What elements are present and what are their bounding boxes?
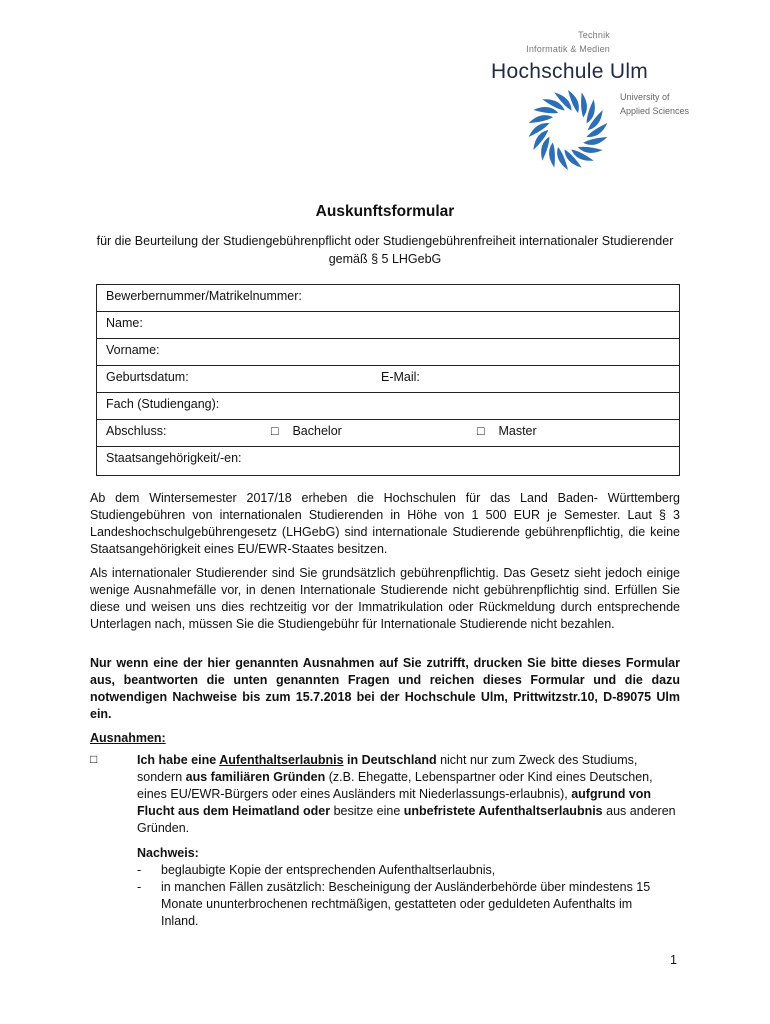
form-row-birth-date-email[interactable] (97, 366, 679, 393)
list-dash: - (137, 880, 142, 894)
exception-1-permanent-permit: unbefristete Aufenthaltserlaubnis (403, 804, 603, 818)
nationality-label: Staatsangehörigkeit/-en: (106, 451, 242, 465)
email-label: E-Mail: (381, 370, 420, 384)
form-row-nationality[interactable] (97, 447, 679, 475)
bachelor-label: Bachelor (292, 424, 342, 438)
birth-date-label: Geburtsdatum: (106, 370, 189, 384)
applicant-form-table (96, 284, 680, 476)
form-row-applicant-number[interactable] (97, 285, 679, 312)
intro-paragraph-fees: Ab dem Wintersemester 2017/18 erheben die Hochschulen für das Land Baden- Württemberg Studiengebühren von internationalen Studierenden in Höhe von 1 500 EUR je Semester. Laut § 3 Landeshochschulgebührengesetz (LHGebG) sind internationale Studierende gebührenpflichtig, die keine Staatsangehörigkeit eines EU/EWR-Staates besitzen. (90, 491, 680, 556)
proof-heading: Nachweis: (137, 846, 199, 860)
exception-1-part3: in Deutschland (343, 753, 437, 767)
exception-1-part8: besitze eine (330, 804, 404, 818)
form-row-first-name[interactable] (97, 339, 679, 366)
logo-university-of: University of (620, 92, 670, 102)
master-label: Master (498, 424, 537, 438)
page-title: Auskunftsformular (315, 203, 455, 220)
master-checkbox-icon: □ (477, 424, 485, 438)
form-row-name[interactable] (97, 312, 679, 339)
exception-1-part6: (z.B. Ehegatte, Lebenspartner oder Kind eines Deutschen, eines EU/EWR-Bürgers oder eines Ausländers mit Niederlassungs-erlaubnis), (137, 770, 653, 801)
exception-1-part1: Ich habe eine (137, 753, 220, 767)
bachelor-checkbox[interactable] (271, 424, 342, 438)
exception-1-part4: nicht nur zum Zweck des Studiums, sondern (137, 753, 638, 784)
master-checkbox[interactable] (477, 424, 537, 438)
degree-label: Abschluss: (106, 424, 167, 438)
list-dash: - (137, 863, 142, 877)
applicant-number-label: Bewerbernummer/Matrikelnummer: (106, 289, 302, 303)
form-row-degree (97, 420, 679, 447)
logo-swirl-blade (527, 122, 552, 137)
page-subtitle: für die Beurteilung der Studiengebührenpflicht oder Studiengebührenfreiheit internationaler Studierender gemäß § 5 LHGebG (96, 234, 674, 266)
name-label: Name: (106, 316, 143, 330)
proof-item-2: in manchen Fällen zusätzlich: Bescheinigung der Ausländerbehörde über mindestens 15 Monate ununterbrochenen rechtmäßigen, gestatteten oder geduldeten Aufenthalts im Inland. (161, 880, 651, 928)
logo-swirl-blade (557, 147, 568, 170)
first-name-label: Vorname: (106, 343, 160, 357)
logo-subline-informatik: Informatik & Medien (526, 44, 610, 54)
proof-item-1: beglaubigte Kopie der entsprechenden Aufenthaltserlaubnis, (161, 863, 496, 877)
form-row-subject[interactable] (97, 393, 679, 420)
logo-applied-sciences: Applied Sciences (620, 106, 690, 116)
exceptions-heading: Ausnahmen: (90, 731, 166, 745)
instruction-paragraph: Nur wenn eine der hier genannten Ausnahmen auf Sie zutrifft, drucken Sie bitte dieses Formular aus, beantworten die unten genannten Fragen und reichen dieses Formular und die dazu notwendigen Nachweise bis zum 15.7.2018 bei der Hochschule Ulm, Prittwitzstr.10, D-89075 Ulm ein. (90, 656, 680, 721)
logo-swirl-blade (568, 90, 579, 113)
bachelor-checkbox-icon: □ (271, 424, 279, 438)
intro-paragraph-exceptions: Als internationaler Studierender sind Sie grundsätzlich gebührenpflichtig. Das Gesetz sieht jedoch einige wenige Ausnahmefälle vor, in denen Internationale Studierende nicht gebührenpflichtig sind. Erfüllen Sie diese und weisen uns dies rechtzeitig vor der Immatrikulation oder Rückmeldung durch entsprechende Unterlagen nach, müssen Sie die Studiengebühr für Internationale Studierende nicht bezahlen. (90, 566, 680, 631)
logo-subline-technik: Technik (578, 30, 610, 40)
hochschule-ulm-logo-icon (526, 88, 610, 172)
exception-1-flight: aufgrund von Flucht aus dem Heimatland oder (137, 787, 652, 818)
exception-1-text (137, 752, 685, 837)
logo-swirl-blade (585, 123, 610, 138)
logo-university-name: Hochschule Ulm (491, 60, 649, 83)
exception-1-part10: aus anderen Gründen. (137, 804, 676, 835)
exception-1-checkbox[interactable]: □ (90, 752, 98, 766)
exception-1-residence-permit: Aufenthaltserlaubnis (219, 753, 344, 767)
exception-1-family-reasons: aus familiären Gründen (185, 770, 326, 784)
page-number: 1 (670, 953, 677, 967)
logo-swirl (527, 89, 610, 172)
subject-label: Fach (Studiengang): (106, 397, 220, 411)
